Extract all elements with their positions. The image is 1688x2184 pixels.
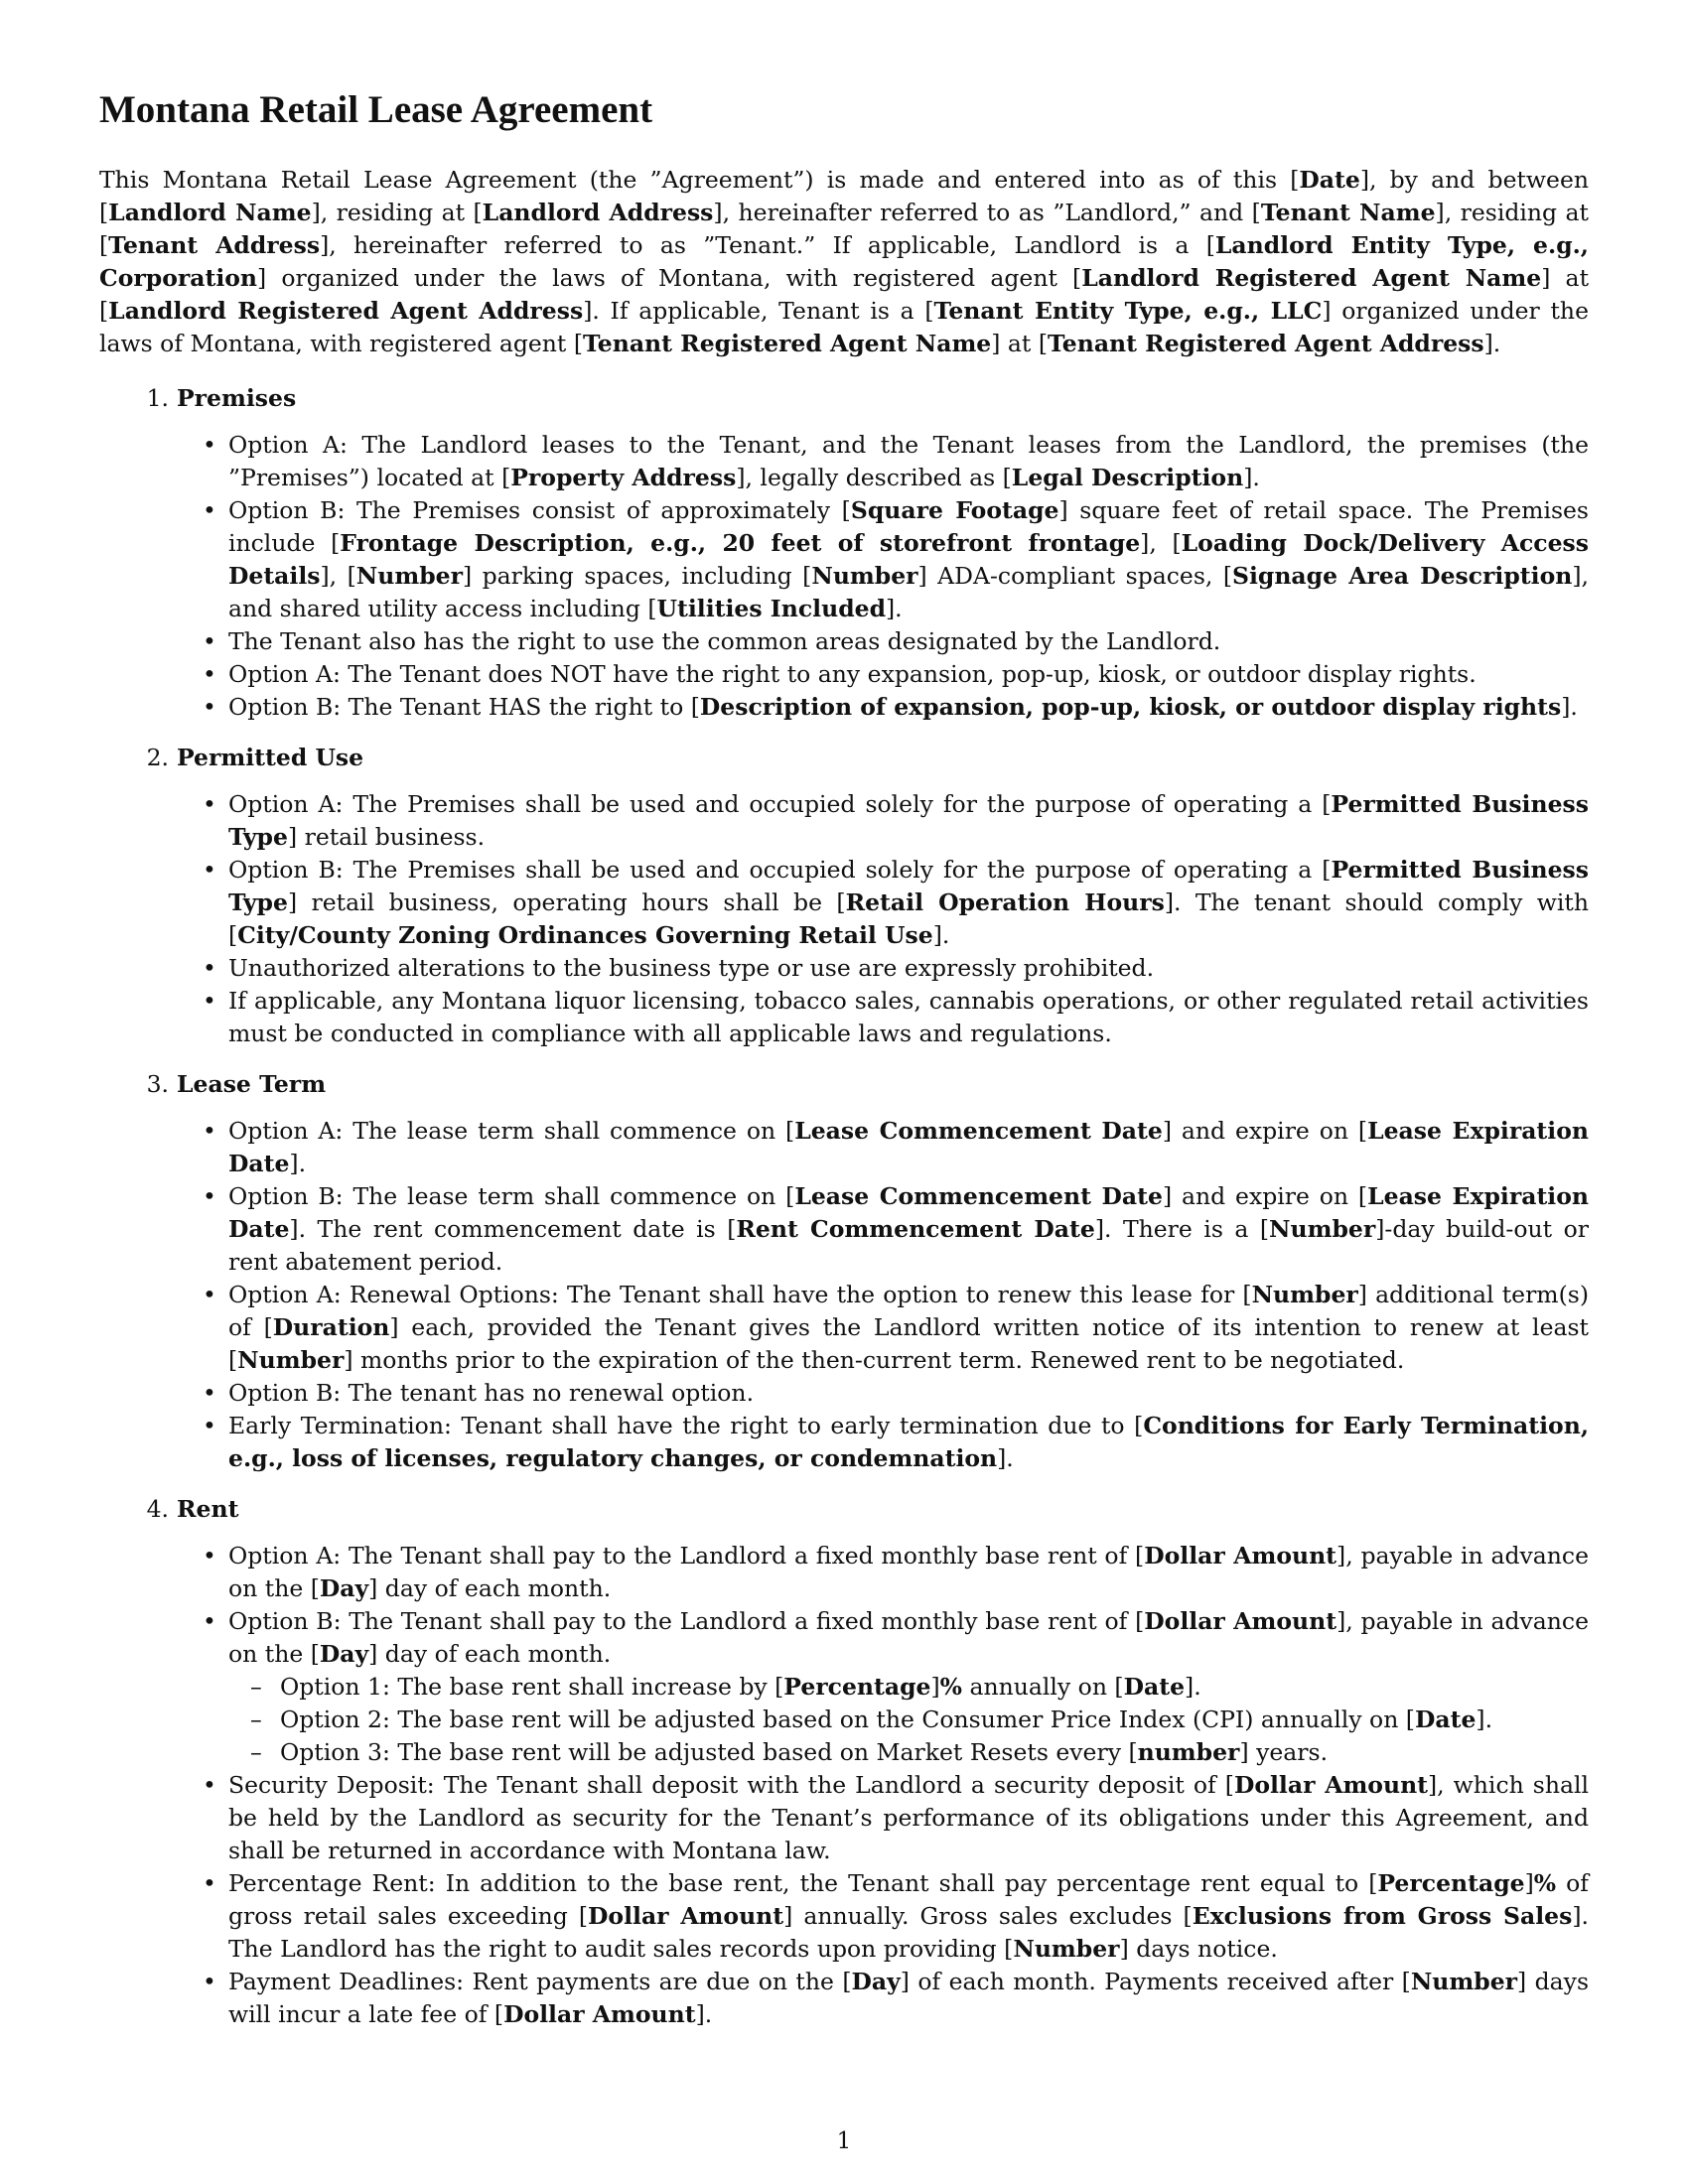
placeholder-field: Landlord Entity Type, e.g., Corporation bbox=[99, 230, 1589, 292]
section-items bbox=[99, 1115, 1589, 1475]
placeholder-field: Number bbox=[237, 1345, 345, 1374]
placeholder-field: Percentage bbox=[783, 1672, 931, 1701]
section-number: 4. bbox=[146, 1494, 169, 1523]
list-item: • Option B: The tenant has no renewal option. bbox=[228, 1377, 1589, 1410]
page-number: 1 bbox=[836, 2128, 852, 2154]
sub-list-item: – Option 1: The base rent shall increase by [Percentage]% annually on [Date]. bbox=[280, 1671, 1589, 1704]
placeholder-field: Day bbox=[319, 1639, 369, 1668]
section-items bbox=[99, 429, 1589, 724]
placeholder-field: Signage Area Description bbox=[1232, 561, 1573, 590]
placeholder-field: Lease Commencement Date bbox=[794, 1116, 1163, 1145]
section-title: Rent bbox=[177, 1494, 239, 1523]
placeholder-field: Dollar Amount bbox=[1233, 1770, 1429, 1799]
placeholder-field: Exclusions from Gross Sales bbox=[1192, 1901, 1573, 1930]
placeholder-field: Loading Dock/Delivery Access Details bbox=[228, 528, 1589, 590]
sections-list bbox=[99, 382, 1589, 2031]
placeholder-field: Number bbox=[1251, 1280, 1358, 1308]
list-item: • Option A: The lease term shall commence on [Lease Commencement Date] and expire on [Lease Expiration Date]. bbox=[228, 1115, 1589, 1180]
section-heading bbox=[99, 382, 1589, 415]
placeholder-field: Landlord Address bbox=[482, 198, 714, 226]
section-items bbox=[99, 788, 1589, 1050]
list-item: • Option B: The lease term shall commence on [Lease Commencement Date] and expire on [Lease Expiration Date]. The rent commencement date is [Rent Commencement Date]. There is a [Number]-day build-out or rent abatement period. bbox=[228, 1180, 1589, 1279]
list-item: • Option B: The Tenant HAS the right to [Description of expansion, pop-up, kiosk, or outdoor display rights]. bbox=[228, 691, 1589, 724]
placeholder-field: Tenant Entity Type, e.g., LLC bbox=[933, 296, 1323, 325]
placeholder-field: Number bbox=[811, 561, 918, 590]
placeholder-field: Day bbox=[319, 1573, 369, 1602]
placeholder-field: Retail Operation Hours bbox=[845, 887, 1165, 916]
placeholder-field: Date bbox=[1414, 1705, 1477, 1733]
section-number: 3. bbox=[146, 1069, 169, 1098]
placeholder-field: Dollar Amount bbox=[588, 1901, 784, 1930]
list-item: • Option A: The Tenant does NOT have the right to any expansion, pop-up, kiosk, or outdoor display rights. bbox=[228, 658, 1589, 691]
placeholder-field: Permitted Business Type bbox=[228, 855, 1589, 916]
placeholder-field: Tenant Registered Agent Name bbox=[583, 329, 992, 357]
sub-list-item: – Option 3: The base rent will be adjusted based on Market Resets every [number] years. bbox=[280, 1736, 1589, 1769]
placeholder-field: Tenant Address bbox=[108, 230, 321, 259]
placeholder-field: Date bbox=[1299, 165, 1360, 194]
section-2 bbox=[99, 742, 1589, 1050]
section-heading bbox=[99, 742, 1589, 774]
placeholder-field: Lease Expiration Date bbox=[228, 1116, 1589, 1177]
section-number: 2. bbox=[146, 743, 169, 771]
placeholder-field: Permitted Business Type bbox=[228, 789, 1589, 851]
placeholder-field: Number bbox=[355, 561, 463, 590]
placeholder-field: Description of expansion, pop-up, kiosk, or outdoor display rights bbox=[699, 692, 1562, 721]
list-item: • Early Termination: Tenant shall have the right to early termination due to [Conditions for Early Termination, e.g., loss of licenses, regulatory changes, or condemnation]. bbox=[228, 1410, 1589, 1475]
placeholder-field: Square Footage bbox=[850, 495, 1059, 524]
list-item: • Option B: The Tenant shall pay to the Landlord a fixed monthly base rent of [Dollar Amount], payable in advance on the [Day] day of each month. – Option 1: The base rent shall increase by [Percentage]% annually on [Date]. – Option 2: The base rent will be adjusted based on the Consumer Price Index (CPI) annually on [Date]. – Option 3: The base rent will be adjusted based on Market Resets every [number] years. bbox=[228, 1605, 1589, 1769]
placeholder-field: % bbox=[1533, 1868, 1557, 1897]
section-heading bbox=[99, 1068, 1589, 1101]
placeholder-field: Lease Expiration Date bbox=[228, 1181, 1589, 1243]
list-item: • Option A: The Premises shall be used and occupied solely for the purpose of operating a [Permitted Business Type] retail business. bbox=[228, 788, 1589, 854]
placeholder-field: Duration bbox=[272, 1312, 390, 1341]
placeholder-field: Frontage Description, e.g., 20 feet of storefront frontage bbox=[340, 528, 1141, 557]
placeholder-field: Dollar Amount bbox=[503, 1999, 696, 2028]
placeholder-field: Rent Commencement Date bbox=[736, 1214, 1095, 1243]
sub-list-item: – Option 2: The base rent will be adjusted based on the Consumer Price Index (CPI) annually on [Date]. bbox=[280, 1704, 1589, 1736]
placeholder-field: number bbox=[1137, 1737, 1240, 1766]
placeholder-field: Landlord Registered Agent Name bbox=[1081, 263, 1542, 292]
placeholder-field: % bbox=[939, 1672, 962, 1701]
placeholder-field: Conditions for Early Termination, e.g., loss of licenses, regulatory changes, or condemnation bbox=[228, 1411, 1590, 1472]
section-items bbox=[99, 1540, 1589, 2031]
placeholder-field: Number bbox=[1269, 1214, 1376, 1243]
placeholder-field: Tenant Name bbox=[1260, 198, 1436, 226]
placeholder-field: Tenant Registered Agent Address bbox=[1048, 329, 1484, 357]
placeholder-field: Day bbox=[851, 1967, 901, 1995]
placeholder-field: Percentage bbox=[1377, 1868, 1525, 1897]
list-item: • Percentage Rent: In addition to the base rent, the Tenant shall pay percentage rent equal to [Percentage]% of gross retail sales exceeding [Dollar Amount] annually. Gross sales excludes [Exclusions from Gross Sales]. The Landlord has the right to audit sales records upon providing [Number] days notice. bbox=[228, 1867, 1589, 1966]
section-4 bbox=[99, 1493, 1589, 2031]
section-title: Lease Term bbox=[177, 1069, 327, 1098]
section-3 bbox=[99, 1068, 1589, 1475]
section-title: Permitted Use bbox=[177, 743, 364, 771]
list-item: • Option A: Renewal Options: The Tenant shall have the option to renew this lease for [Number] additional term(s) of [Duration] each, provided the Tenant gives the Landlord written notice of its intention to renew at least [Number] months prior to the expiration of the then-current term. Renewed rent to be negotiated. bbox=[228, 1279, 1589, 1377]
placeholder-field: Property Address bbox=[510, 463, 737, 491]
list-item: • Option A: The Landlord leases to the Tenant, and the Tenant leases from the Landlord, the premises (the ”Premises”) located at [Property Address], legally described as [Legal Description]. bbox=[228, 429, 1589, 494]
placeholder-field: Dollar Amount bbox=[1144, 1606, 1337, 1635]
list-item: • The Tenant also has the right to use the common areas designated by the Landlord. bbox=[228, 625, 1589, 658]
section-title: Premises bbox=[177, 383, 297, 412]
section-1 bbox=[99, 382, 1589, 724]
placeholder-field: Landlord Name bbox=[108, 198, 312, 226]
list-item: • Unauthorized alterations to the business type or use are expressly prohibited. bbox=[228, 952, 1589, 985]
list-item: • Payment Deadlines: Rent payments are due on the [Day] of each month. Payments received after [Number] days will incur a late fee of [Dollar Amount]. bbox=[228, 1966, 1589, 2031]
section-heading bbox=[99, 1493, 1589, 1526]
placeholder-field: Date bbox=[1123, 1672, 1186, 1701]
document-title: Montana Retail Lease Agreement bbox=[99, 88, 653, 131]
sub-list bbox=[228, 1671, 1589, 1769]
placeholder-field: Lease Commencement Date bbox=[794, 1181, 1163, 1210]
section-number: 1. bbox=[146, 383, 169, 412]
intro-paragraph: This Montana Retail Lease Agreement (the ”Agreement”) is made and entered into as of this [Date], by and between [Landlord Name], residing at [Landlord Address], hereinafter referred to as ”Landlord,” and [Tenant Name], residing at [Tenant Address], hereinafter referred to as ”Tenant.” If applicable, Landlord is a [Landlord Entity Type, e.g., Corporation] organized under the laws of Montana, with registered agent [Landlord Registered Agent Name] at [Landlord Registered Agent Address]. If applicable, Tenant is a [Tenant Entity Type, e.g., LLC] organized under the laws of Montana, with registered agent [Tenant Registered Agent Name] at [Tenant Registered Agent Address]. bbox=[99, 165, 1590, 357]
list-item: • Option A: The Tenant shall pay to the Landlord a fixed monthly base rent of [Dollar Amount], payable in advance on the [Day] day of each month. bbox=[228, 1540, 1589, 1605]
placeholder-field: Legal Description bbox=[1011, 463, 1244, 491]
placeholder-field: City/County Zoning Ordinances Governing Retail Use bbox=[237, 920, 933, 949]
placeholder-field: Number bbox=[1410, 1967, 1518, 1995]
list-item: • Security Deposit: The Tenant shall deposit with the Landlord a security deposit of [Dollar Amount], which shall be held by the Landlord as security for the Tenant’s performance of its obligations under this Agreement, and shall be returned in accordance with Montana law. bbox=[228, 1769, 1589, 1867]
placeholder-field: Number bbox=[1013, 1934, 1120, 1963]
list-item: • Option B: The Premises consist of approximately [Square Footage] square feet of retail space. The Premises include [Frontage Description, e.g., 20 feet of storefront frontage], [Loading Dock/Delivery Access Details], [Number] parking spaces, including [Number] ADA-compliant spaces, [Signage Area Description], and shared utility access including [Utilities Included]. bbox=[228, 494, 1589, 625]
list-item: • If applicable, any Montana liquor licensing, tobacco sales, cannabis operations, or other regulated retail activities must be conducted in compliance with all applicable laws and regulations. bbox=[228, 985, 1589, 1050]
list-item: • Option B: The Premises shall be used and occupied solely for the purpose of operating a [Permitted Business Type] retail business, operating hours shall be [Retail Operation Hours]. The tenant should comply with [City/County Zoning Ordinances Governing Retail Use]. bbox=[228, 854, 1589, 952]
placeholder-field: Dollar Amount bbox=[1144, 1541, 1337, 1570]
placeholder-field: Utilities Included bbox=[656, 594, 887, 622]
placeholder-field: Landlord Registered Agent Address bbox=[108, 296, 584, 325]
